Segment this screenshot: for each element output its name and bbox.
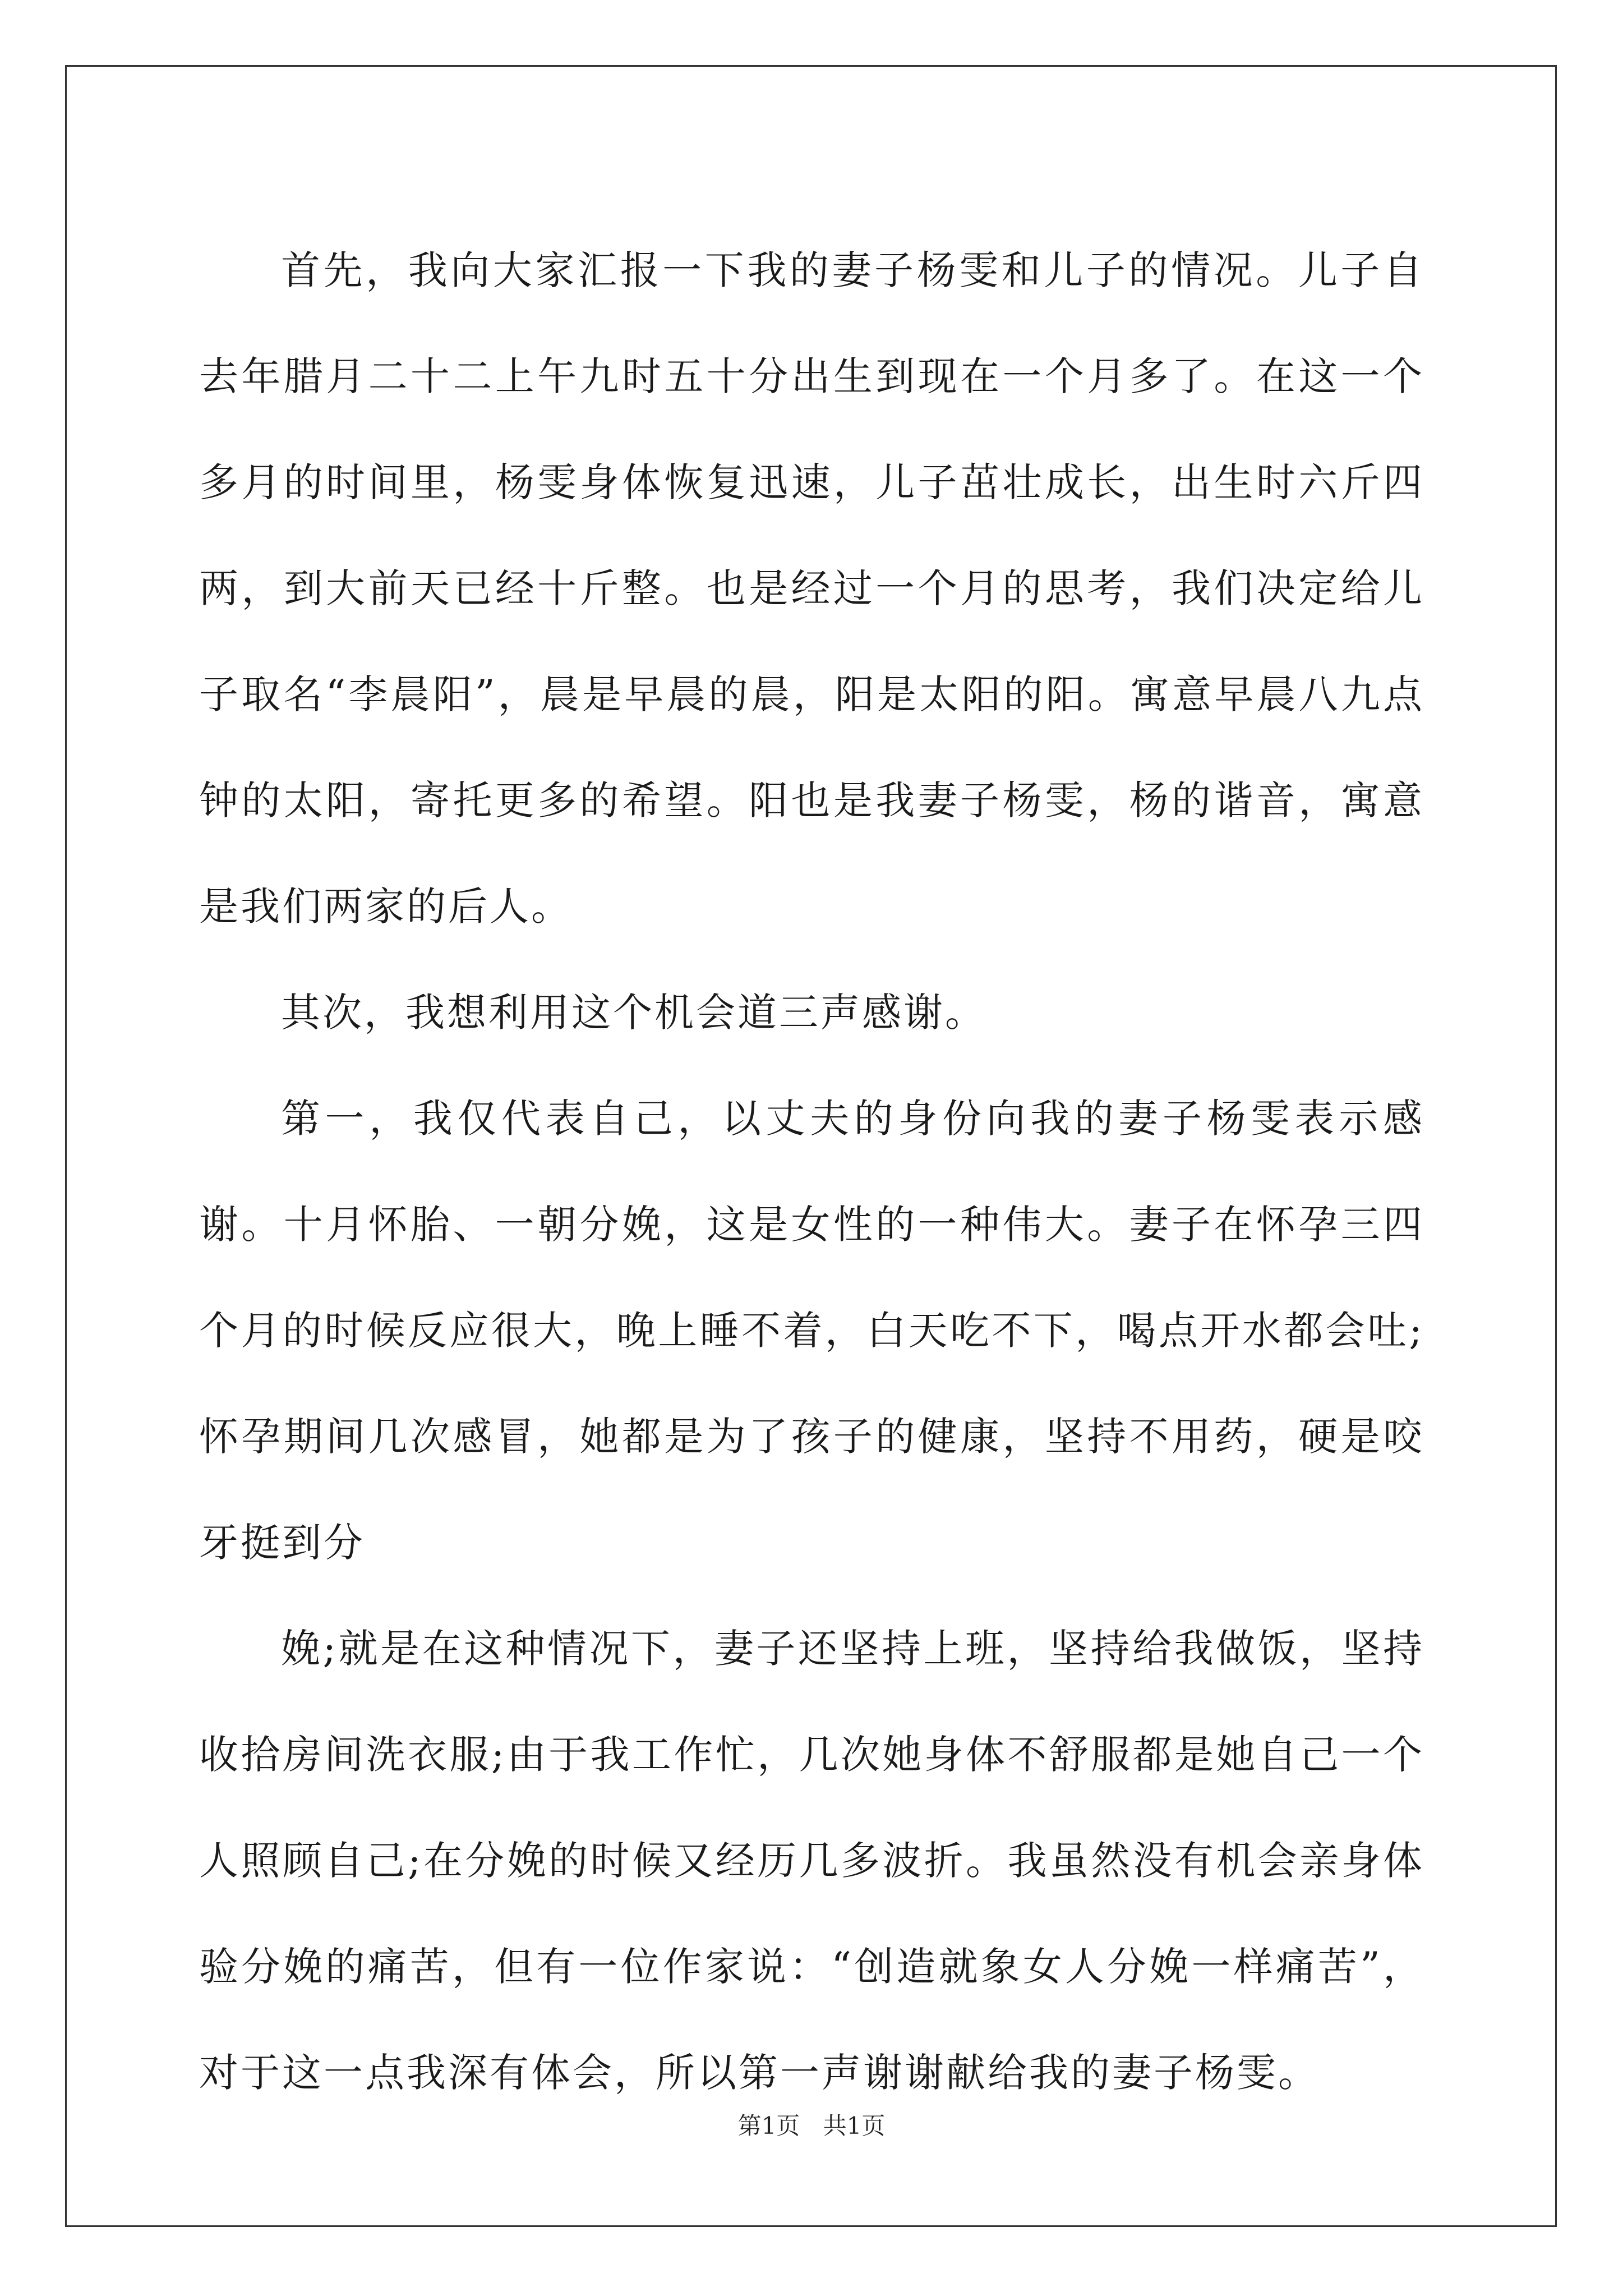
page-total: 共1页 (823, 2112, 886, 2139)
paragraph-3: 第一，我仅代表自己，以丈夫的身份向我的妻子杨雯表示感谢。十月怀胎、一朝分娩，这是女性的一种伟大。妻子在怀孕三四个月的时候反应很大，晚上睡不着，白天吃不下，喝点开水都会吐;怀孕期间几次感冒，她都是为了孩子的健康，坚持不用药，硬是咬牙挺到分 (199, 1096, 1424, 1566)
document-body (199, 218, 1424, 2126)
paragraph-2: 其次，我想利用这个机会道三声感谢。 (281, 990, 986, 1036)
paragraph-4: 娩;就是在这种情况下，妻子还坚持上班，坚持给我做饭，坚持收拾房间洗衣服;由于我工作忙，几次她身体不舒服都是她自己一个人照顾自己;在分娩的时候又经历几多波折。我虽然没有机会亲身体验分娩的痛苦，但有一位作家说：“创造就象女人分娩一样痛苦”，对于这一点我深有体会，所以第一声谢谢献给我的妻子杨雯。 (199, 1626, 1424, 2096)
paragraph-1: 首先，我向大家汇报一下我的妻子杨雯和儿子的情况。儿子自去年腊月二十二上午九时五十分出生到现在一个月多了。在这一个多月的时间里，杨雯身体恢复迅速，儿子茁壮成长，出生时六斤四两，到大前天已经十斤整。也是经过一个月的思考，我们决定给儿子取名“李晨阳”，晨是早晨的晨，阳是太阳的阳。寓意早晨八九点钟的太阳，寄托更多的希望。阳也是我妻子杨雯，杨的谐音，寓意是我们两家的后人。 (199, 247, 1424, 930)
page-number: 第1页 (737, 2112, 800, 2139)
page-footer (0, 2109, 1623, 2143)
